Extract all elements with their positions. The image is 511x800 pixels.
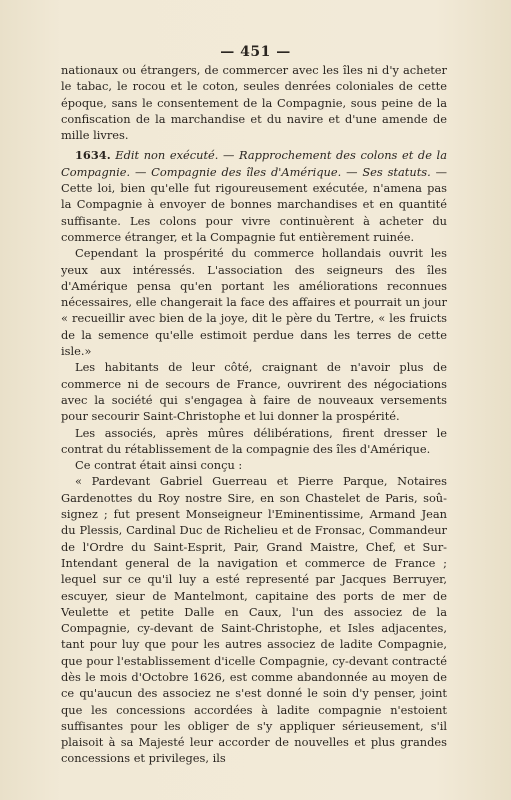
article-number: 1634. [75, 148, 111, 163]
article-heading: Edit non exécuté. — Rapprochement des colons et de la Compagnie. — Compagnie des îles d'Amérique. — Ses statuts. [61, 148, 447, 179]
paragraph: nationaux ou étrangers, de commercer avec les îles ni d'y acheter le tabac, le rocou et le coton, seules denrées coloniales de cette époque, sans le consentement de la Compagnie, sous peine de la confiscation de la marchandise et du navire et d'une amende de mille livres. [61, 63, 447, 143]
contract-quote: « Pardevant Gabriel Guerreau et Pierre Parque, Notaires Gardenottes du Roy nostre Sire, en son Chastelet de Paris, soû-signez ; fut present Monseigneur l'Eminentissime, Armand Jean du Plessis, Cardinal Duc de Richelieu et de Fronsac, Commandeur de l'Ordre du Saint-Esprit, Pair, Grand Maistre, Chef, et Sur-Intendant general de la navigation et commerce de France ; lequel sur ce qu'il luy a esté representé par Jacques Berruyer, escuyer, sieur de Mantelmont, capitaine des ports de mer de Veulette et petite Dalle en Caux, l'un des associez de la Compagnie, cy-devant de Saint-Christophe, et Isles adjacentes, tant pour luy que pour les autres associez de ladite Compagnie, que pour l'establissement d'icelle Compagnie, cy-devant contracté dès le mois d'Octobre 1626, est comme abandonnée au moyen de ce qu'aucun des associez ne s'est donné le soin d'y penser, joint que les concessions accordées à ladite compagnie n'estoient suffisantes pour les obliger de s'y appliquer sérieusement, s'il plaisoit à sa Majesté leur accorder de nouvelles et plus grandes concessions et privileges, ils [61, 474, 447, 766]
article-text: — Cette loi, bien qu'elle fut rigoureusement exécutée, n'amena pas la Compagnie à envoyer de bonnes marchandises et en quantité suffisante. Les colons pour vivre continuèrent à acheter du commerce étranger, et la Compagnie fut entièrement ruinée. [61, 164, 447, 244]
article-paragraph [61, 147, 447, 245]
paragraph: Ce contrat était ainsi conçu : [75, 458, 243, 473]
page-number: — 451 — [220, 44, 291, 60]
paragraph: Les associés, après mûres délibérations, firent dresser le contrat du rétablissement de la compagnie des îles d'Amérique. [61, 425, 447, 456]
paragraph: Cependant la prospérité du commerce hollandais ouvrit les yeux aux intéressés. L'association des seigneurs des îles d'Amérique pensa qu'en portant les améliorations reconnues nécessaires, elle changerait la face des affaires et pourrait un jour « recueillir avec bien de la joye, dit le père du Tertre, « les fruicts de la semence qu'elle estimoit perdue dans les terres de cette isle.» [61, 246, 447, 359]
body-text [61, 62, 447, 767]
paragraph: Les habitants de leur côté, craignant de n'avoir plus de commerce ni de secours de France, ouvrirent des négociations avec la société qui s'engagea à faire de nouveaux versements pour secourir Saint-Christophe et lui donner la prospérité. [61, 360, 447, 424]
